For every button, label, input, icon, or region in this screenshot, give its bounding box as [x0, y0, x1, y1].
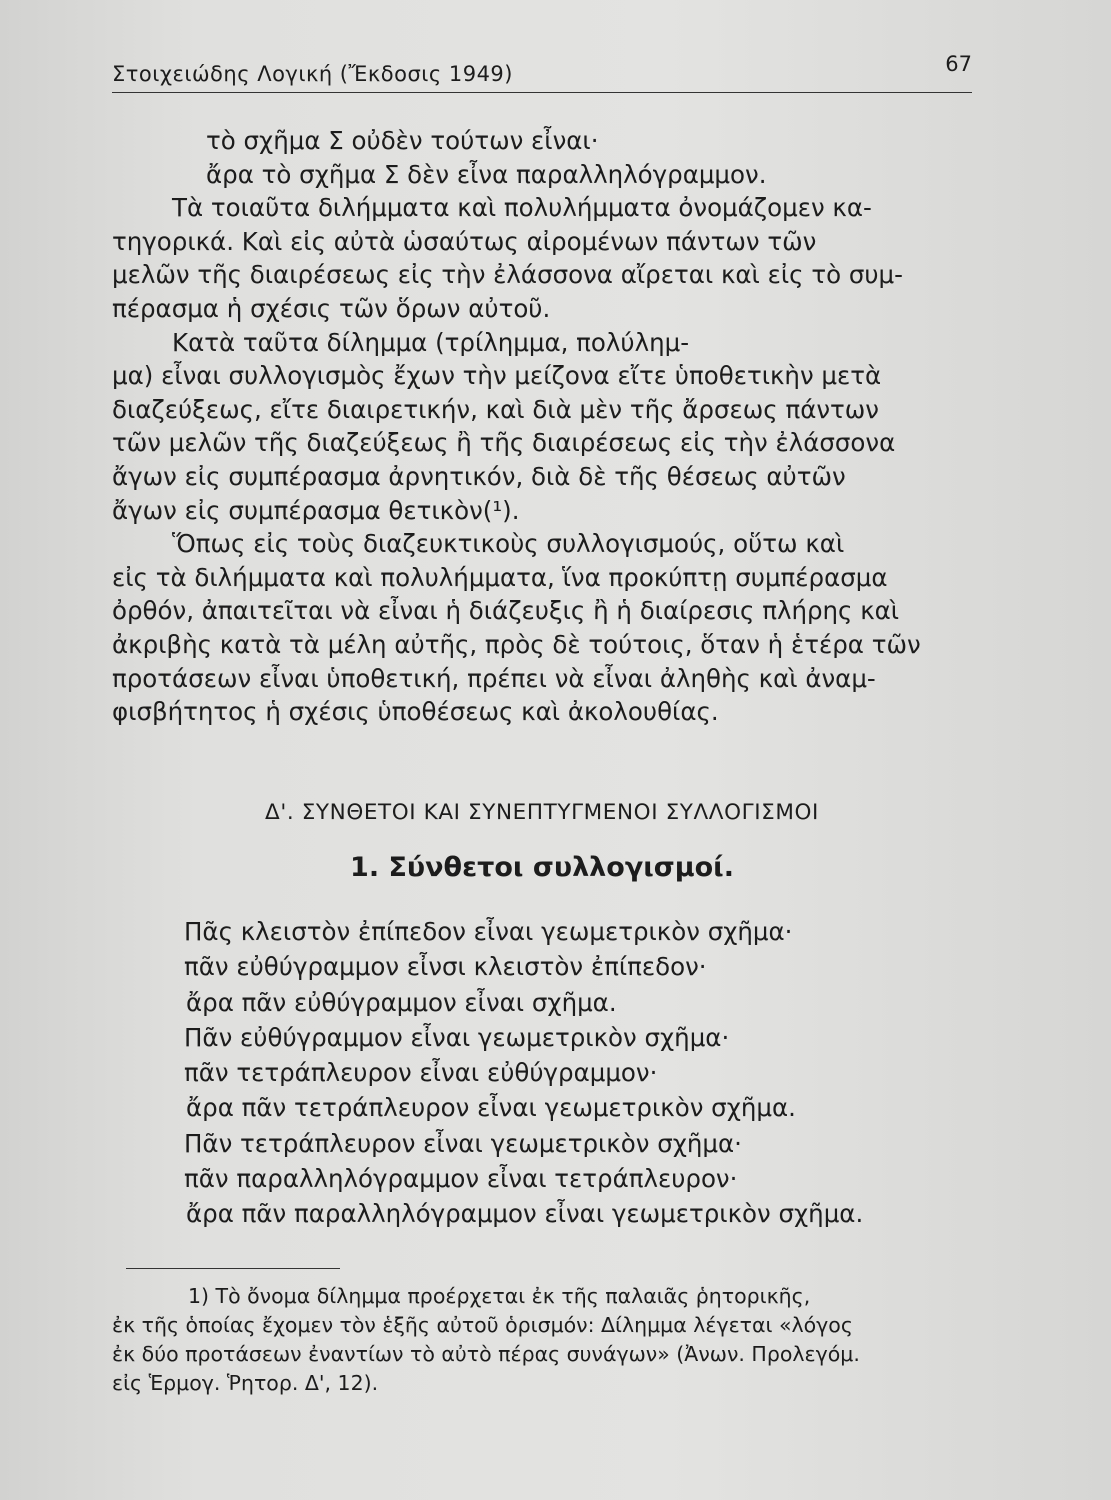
text-line: μα) εἶναι συλλογισμὸς ἔχων τὴν μείζονα εἴτε ὑποθετικὴν μετὰ [112, 361, 882, 391]
syllogism-line: ἄρα πᾶν παραλληλόγραμμον εἶναι γεωμετρικὸν σχῆμα. [186, 1199, 864, 1229]
page-header [112, 52, 972, 93]
syllogism-line: ἄρα πᾶν εὐθύγραμμον εἶναι σχῆμα. [186, 987, 617, 1017]
syllogism-line: πᾶν τετράπλευρον εἶναι εὐθύγραμμον· [184, 1058, 658, 1088]
section-heading: Δ'. ΣΥΝΘΕΤΟΙ ΚΑΙ ΣΥΝΕΠΤΥΓΜΕΝΟΙ ΣΥΛΛΟΓΙΣΜΟΙ [265, 800, 819, 825]
text-line: ἄρα τὸ σχῆμα Σ δὲν εἶνα παραλληλόγραμμον. [206, 159, 767, 189]
text-line: τὸ σχῆμα Σ οὐδὲν τούτων εἶναι· [206, 126, 599, 155]
footnote-line: εἰς Ἑρμογ. Ῥητορ. Δ', 12). [112, 1371, 379, 1395]
page-number: 67 [945, 52, 972, 76]
text-line: πέρασμα ἡ σχέσις τῶν ὅρων αὐτοῦ. [112, 293, 551, 323]
footnotes [112, 1282, 974, 1398]
subsection-heading: 1. Σύνθετοι συλλογισμοί. [350, 852, 734, 883]
syllogism-line: Πᾶς κλειστὸν ἐπίπεδον εἶναι γεωμετρικὸν σχῆμα· [184, 917, 793, 946]
footnote-line: ἐκ δύο προτάσεων ἐναντίων τὸ αὐτὸ πέρας συνάγων» (Ἀνων. Προλεγόμ. [112, 1342, 860, 1366]
syllogism-line: Πᾶν τετράπλευρον εἶναι γεωμετρικὸν σχῆμα· [184, 1128, 742, 1158]
text-line: διαζεύξεως, εἴτε διαιρετικήν, καὶ διὰ μὲν τῆς ἄρσεως πάντων [112, 394, 879, 424]
body-text [112, 124, 972, 729]
syllogism-line: πᾶν παραλληλόγραμμον εἶναι τετράπλευρον· [184, 1164, 738, 1194]
text-line: φισβήτητος ἡ σχέσις ὑποθέσεως καὶ ἀκολουθίας. [112, 697, 719, 727]
text-line: ἀκριβὴς κατὰ τὰ μέλη αὐτῆς, πρὸς δὲ τούτοις, ὅταν ἡ ἑτέρα τῶν [112, 629, 921, 659]
footnote-divider [126, 1268, 340, 1269]
syllogism-line: Πᾶν εὐθύγραμμον εἶναι γεωμετρικὸν σχῆμα· [184, 1022, 730, 1052]
text-line: μελῶν τῆς διαιρέσεως εἰς τὴν ἐλάσσονα αἴρεται καὶ εἰς τὸ συμ- [112, 260, 903, 290]
text-line: τηγορικά. Καὶ εἰς αὐτὰ ὡσαύτως αἰρομένων πάντων τῶν [112, 226, 817, 256]
text-line: προτάσεων εἶναι ὑποθετική, πρέπει νὰ εἶναι ἀληθὴς καὶ ἀναμ- [112, 663, 876, 693]
text-line: ἄγων εἰς συμπέρασμα ἀρνητικόν, διὰ δὲ τῆς θέσεως αὐτῶν [112, 461, 846, 491]
text-line: τῶν μελῶν τῆς διαζεύξεως ἢ τῆς διαιρέσεως εἰς τὴν ἐλάσσονα [112, 428, 896, 458]
text-line: Κατὰ ταῦτα δίλημμα (τρίλημμα, πολύλημ- [172, 327, 690, 357]
text-line: ἄγων εἰς συμπέρασμα θετικὸν(¹). [112, 495, 520, 525]
text-line: Ὅπως εἰς τοὺς διαζευκτικοὺς συλλογισμούς, οὕτω καὶ [172, 529, 845, 559]
syllogism-line: πᾶν εὐθύγραμμον εἶνσι κλειστὸν ἐπίπεδον· [184, 952, 707, 982]
text-line: Τὰ τοιαῦτα διλήμματα καὶ πολυλήμματα ὀνομάζομεν κα- [172, 193, 872, 223]
running-title: Στοιχειώδης Λογική (Ἔκδοσις 1949) [112, 62, 513, 86]
text-line: ὀρθόν, ἀπαιτεῖται νὰ εἶναι ἡ διάζευξις ἢ ἡ διαίρεσις πλήρης καὶ [112, 596, 900, 626]
syllogism-examples [184, 914, 984, 1232]
syllogism-line: ἄρα πᾶν τετράπλευρον εἶναι γεωμετρικὸν σχῆμα. [186, 1093, 796, 1123]
footnote-line: 1) Τὸ ὄνομα δίλημμα προέρχεται ἐκ τῆς παλαιᾶς ῥητορικῆς, [188, 1284, 811, 1308]
text-line: εἰς τὰ διλήμματα καὶ πολυλήμματα, ἵνα προκύπτῃ συμπέρασμα [112, 562, 888, 592]
footnote-line: ἐκ τῆς ὁποίας ἔχομεν τὸν ἑξῆς αὐτοῦ ὁρισμόν: Δίλημμα λέγεται «λόγος [112, 1313, 853, 1337]
